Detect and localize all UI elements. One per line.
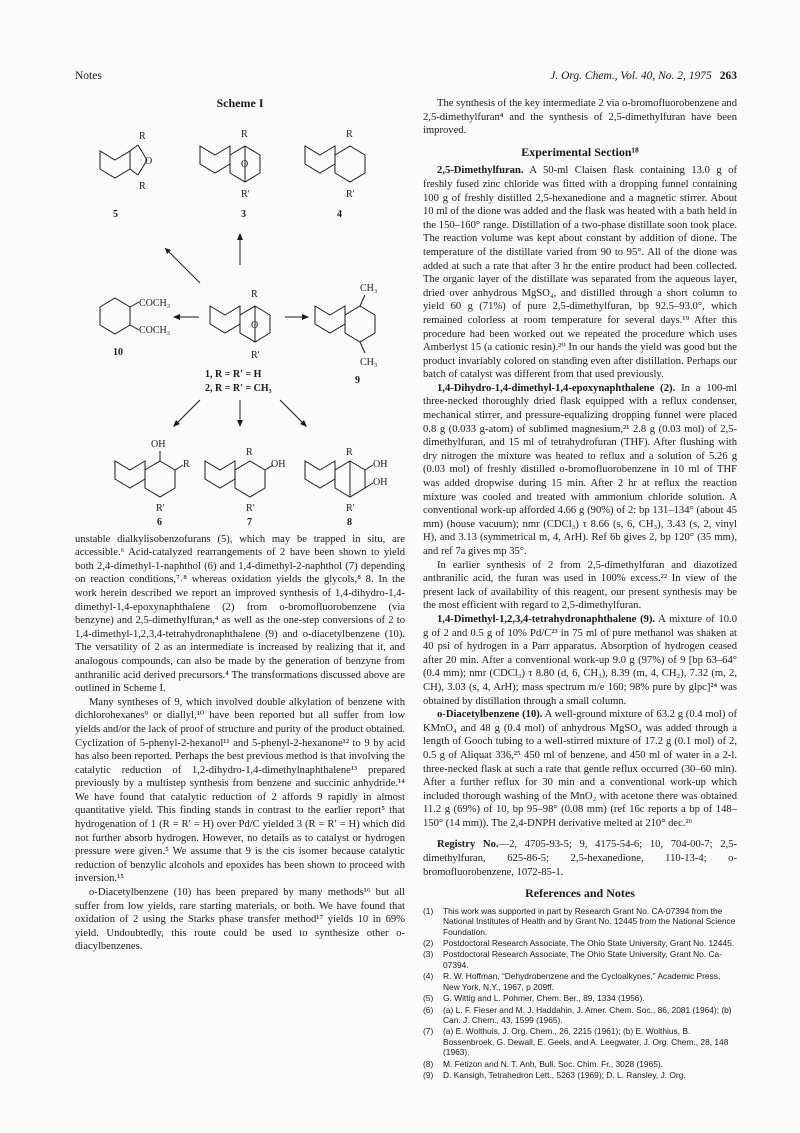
reference-text: D. Kansigh, Tetrahedron Lett., 5263 (1969); D. L. Ransley, J. Org.	[443, 1069, 686, 1080]
procedure-title: 2,5-Dimethylfuran.	[437, 165, 524, 177]
compound-4-structure	[305, 129, 365, 220]
reference-text: Postdoctoral Research Associate, The Ohio State University, Grant No. Ca-07394.	[443, 949, 722, 970]
reference-number: (4)	[423, 971, 434, 982]
running-head	[75, 70, 737, 86]
procedure-text: In earlier synthesis of 2 from 2,5-dimethylfuran and diazotized anthranilic acid, the furan was used in 100% excess.²² In view of the present lack of availability of this reagent, our present synthesis may be the most efficient with regard to 2,5-dimethylfuran.	[423, 559, 737, 612]
label-4: 4	[337, 208, 342, 220]
page-number: 263	[719, 70, 737, 82]
references-list	[423, 906, 737, 1081]
compound-7-structure	[205, 447, 285, 525]
c6-hydroxyl: OH	[151, 438, 166, 450]
procedure-epoxynaphthalene	[423, 382, 737, 559]
c6-sub-r: R	[183, 458, 190, 470]
reference-number: (8)	[423, 1058, 434, 1069]
reference-item	[423, 1026, 737, 1057]
reference-text: This work was supported in part by Research Grant No. CA-07394 from the National Institutes of Health and by Grant No. 12445 from the National Science Foundation.	[443, 905, 736, 937]
reference-number: (2)	[423, 938, 434, 949]
experimental-section-title: Experimental Section¹⁸	[521, 144, 639, 159]
procedure-dimethylfuran	[423, 164, 737, 382]
c8-sub-r: R	[346, 446, 353, 458]
intro-paragraph: The synthesis of the key intermediate 2 via o-bromofluorobenzene and 2,5-dimethylfuran⁴ and the synthesis of 2,5-dimethylfuran have been improved.	[423, 98, 737, 137]
label-10: 10	[113, 346, 123, 358]
reference-text: M. Fetizon and N. T. Anh, Bull. Soc. Chim. Fr., 3028 (1965).	[443, 1058, 664, 1069]
journal-citation	[550, 70, 737, 82]
arrowhead-to-7	[237, 420, 243, 427]
arrowhead-to-9	[302, 314, 309, 320]
procedure-title: o-Diacetylbenzene (10).	[437, 709, 543, 721]
scheme-diagram	[75, 115, 405, 525]
reference-item	[423, 1059, 737, 1069]
reference-item	[423, 938, 737, 948]
reference-text: G. Wittig and L. Pohmer, Chem. Ber., 89, 1334 (1956).	[443, 993, 645, 1004]
scheme-title: Scheme I	[216, 96, 264, 110]
reference-item	[423, 906, 737, 937]
reference-number: (5)	[423, 993, 434, 1004]
procedure-text: A well-ground mixture of 63.2 g (0.4 mol) of KMnO₄ and 48 g (0.4 mol) of anhydrous MgSO₄ was added through a length of Gooch tubing to a well-stirred mixture of 17.2 g (0.1 mol) of 2, 0.5 g of Aliquat 336,²⁵ 450 ml of benzene, and 450 ml of water in a 2-l. three-necked flask at such a rate that gentle reflux occurred (30–60 min). After a further reflux for 30 min and a conventional work-up which included thorough washing of the MnO₂ with acetone there was obtained 11.2 g (69%) of 10, bp 95–98° (0.08 mm) (ref 16c reports a bp of 148–150° (14 mm)). The 2,4-DNPH derivative melted at 210° dec.²⁶	[423, 709, 737, 829]
label-7: 7	[247, 516, 252, 525]
compound-10-structure	[100, 298, 170, 358]
arrowhead-to-3	[237, 233, 243, 240]
reference-item	[423, 993, 737, 1003]
reference-number: (9)	[423, 1069, 434, 1080]
reference-text: Postdoctoral Research Associate, The Ohio State University, Grant No. 12445.	[443, 938, 735, 949]
reference-number: (6)	[423, 1004, 434, 1015]
procedure-title: 1,4-Dimethyl-1,2,3,4-tetrahydronaphthalene (9).	[437, 613, 656, 625]
reference-number: (7)	[423, 1026, 434, 1037]
c8-hydroxyl-2: OH	[373, 476, 388, 488]
reference-text: (a) E. Wolthuis, J. Org. Chem., 26, 2215 (1961); (b) E. Wolthius, B. Bossenbroek, G. Dewall, E. Geels, and A. Leegwater, J. Org. Chem., 28, 148 (1963).	[443, 1026, 729, 1058]
references-title: References and Notes	[525, 886, 635, 901]
body-paragraph-3: o-Diacetylbenzene (10) has been prepared by many methods¹⁶ but all suffer from low yields, rare starting materials, or both. We have found that oxidation of 2 using the Starks phase transfer method¹⁷ yields 10 in 69% yield. Undoubtedly, this route could be used to synthesize other o-diacylbenzenes.	[75, 887, 405, 953]
procedure-title: 1,4-Dihydro-1,4-dimethyl-1,4-epoxynaphthalene (2).	[437, 382, 676, 394]
reference-number: (1)	[423, 905, 434, 916]
reference-item	[423, 971, 737, 992]
compound-8-structure	[305, 447, 387, 525]
left-column	[75, 97, 405, 954]
label-1: 1, R = R′ = H	[205, 368, 262, 380]
body-paragraph-2: Many syntheses of 9, which involved double alkylation of benzene with dichlorohexanes⁹ or diallyl,¹⁰ have been reported but all suffer from low yields and/or the lack of proof of structure and purity of the product obtained. Cyclization of 5-phenyl-2-hexanol¹¹ and 5-phenyl-2-hexanone¹² to 9 by acid has also been reported. Perhaps the best previous method is that involving the catalytic reduction of 1,2-dihydro-1,4-dimethylnaphthalene¹³ prepared previously by a multistep synthesis from benzene and succinic anhydride.¹⁴ We have found that catalytic reduction of 2 affords 9 rapidly in almost quantitative yield. This finding stands in contrast to the earlier report⁵ that hydrogenation of 1 (R = R′ = H) over Pd/C yielded 3 (R = R′ = H) which did not further absorb hydrogen. However, no details as to catalyst or hydrogen pressure were given.⁵ We assume that 9 is the cis isomer because catalytic reduction of benzylic alcohols and epoxides has been shown to proceed with inversion.¹⁵	[75, 696, 405, 885]
c5-sub-r2: R	[139, 180, 146, 192]
registry-text: —2, 4705-93-5; 9, 4175-54-6; 10, 704-00-7; 2,5-dimethylfuran, 625-86-5; 2,5-hexanedione, 110-13-4; o-bromofluorobenzene, 1072-85-1.	[423, 839, 737, 878]
reference-item	[423, 1005, 737, 1026]
label-5: 5	[113, 208, 118, 220]
c5-oxygen: O	[145, 155, 153, 167]
c12-oxygen: O	[251, 319, 259, 331]
arrow-to-6	[175, 400, 200, 425]
arrow-to-8	[280, 400, 305, 425]
compound-1-2-structure	[205, 289, 272, 394]
label-6: 6	[157, 516, 162, 525]
label-2: 2, R = R′ = CH₃	[205, 382, 272, 394]
c5-sub-r: R	[139, 130, 146, 142]
c3-sub-r: R	[241, 128, 248, 140]
c12-sub-r: R	[251, 288, 258, 300]
reference-number: (3)	[423, 949, 434, 960]
c9-methyl-2: CH₃	[360, 356, 378, 368]
procedure-text: A mixture of 10.0 g of 2 and 0.5 g of 10% Pd/C²³ in 75 ml of pure methanol was shaken at 40 psi of hydrogen in a Parr apparatus. Absorption of hydrogen ceased after 20 min. After a conventional work-up 9.0 g (97%) of 9 [bp 63–64° (0.4 mm); nmr (CDCl₃) τ 8.80 (d, 6, CH₃), 8.39 (m, 4, CH₂), 7.32 (m, 2, CH), 3.03 (s, 4, ArH); mass spectrum m/e 160; 98% pure by glpc]²⁴ was obtained by distillation through a small column.	[423, 613, 737, 707]
c10-acetyl-2: COCH₃	[139, 324, 171, 336]
section-name: Notes	[75, 70, 102, 82]
c8-hydroxyl-1: OH	[373, 458, 388, 470]
registry-label: Registry No.	[437, 839, 499, 851]
c9-methyl-1: CH₃	[360, 282, 378, 294]
compound-6-structure	[115, 439, 190, 525]
procedure-tetrahydronaphthalene	[423, 613, 737, 708]
label-3: 3	[241, 208, 246, 220]
compound-9-structure	[315, 283, 377, 386]
label-9: 9	[355, 374, 360, 386]
c10-acetyl-1: COCH₃	[139, 297, 171, 309]
c3-sub-rp: R′	[241, 188, 250, 200]
procedure-text: A 50-ml Claisen flask containing 13.0 g of freshly fused zinc chloride was fitted with a dropping funnel containing 100 g of freshly distilled 2,5-hexanedione and a magnetic stirrer. About 10 ml of the dione was added and the flask was heated with a bath held in the 150–160° range. Distillation of a two-phase distillate soon took place. The reaction volume was kept about constant by addition of dione. The temperature of the distillate varied from 90 to 95°. All of the dione was added at such a rate that after 3 hr the entire product had been collected. The organic layer of the distillate was separated from the aqueous layer, dried over anhydrous MgSO₄, and distilled through a short column to yield 60 g (71%) of pure 2,5-dimethylfuran, bp 92.5–93.0°, which remained colorless at room temperature for several days.¹⁹ After this procedure had been worked out we repeated the procedure which uses Amberlyst 15 (a cationic resin).²⁰ In our hands the yield was good but the product invariably colored on standing even after distillation. Perhaps our batch of catalyst was different from that used previously.	[423, 165, 737, 381]
c12-sub-rp: R′	[251, 349, 260, 361]
c7-sub-r: R	[246, 446, 253, 458]
journal-name: J. Org. Chem., Vol. 40, No. 2, 1975	[550, 70, 712, 82]
c7-hydroxyl: OH	[271, 458, 286, 470]
c7-sub-rp: R′	[246, 502, 255, 514]
label-8: 8	[347, 516, 352, 525]
compound-5-structure	[100, 131, 152, 220]
c3-oxygen: O	[241, 158, 249, 170]
reference-text: R. W. Hoffman, “Dehydrobenzene and the Cycloalkynes,” Academic Press, New York, N.Y., 1967, p 209ff.	[443, 971, 721, 992]
reference-item	[423, 949, 737, 970]
arrow-to-5	[165, 248, 200, 283]
c6-sub-rp: R′	[156, 502, 165, 514]
procedure-note	[423, 559, 737, 613]
right-column	[423, 97, 737, 1081]
body-paragraph-1: unstable dialkylisobenzofurans (5), which may be trapped in situ, are accessible.⁶ Acid-catalyzed rearrangements of 2 have been shown to yield both 2,4-dimethyl-1-naphthol (6) and 1,4-dimethyl-2-naphthol (7) depending on reaction conditions,⁷˒⁸ whereas oxidation yields the glycols,⁸ 8. In the work herein described we report an improved synthesis of 1,4-dihydro-1,4-dimethyl-1,4-epoxynaphthalene (2) from o-bromofluorobenzene (via benzyne) and 2,5-dimethylfuran,⁴ as well as the one-step conversions of 2 to 1,4-dimethyl-1,2,3,4-tetrahydronaphthalene (9) and o-diacetylbenzene (10). The versatility of 2 as an intermediate is increased by realizing that it, and analogous compounds, can also be made by the generation of benzyne from anthranilic acid derived precursors.⁴ The transformations discussed above are outlined in Scheme I.	[75, 533, 405, 695]
arrowhead-to-10	[173, 314, 180, 320]
compound-3-structure	[200, 129, 260, 220]
reference-text: (a) L. F. Fieser and M. J. Haddahin, J. Amer. Chem. Soc., 86, 2081 (1964); (b) Can. J. Chem., 43, 1599 (1965).	[443, 1004, 732, 1025]
procedure-diacetylbenzene	[423, 708, 737, 830]
c4-sub-r: R	[346, 128, 353, 140]
c4-sub-rp: R′	[346, 188, 355, 200]
reference-item	[423, 1070, 737, 1080]
procedure-text: In a 100-ml three-necked thoroughly dried flask equipped with a reflux condenser, mechanical stirrer, and pressure-equalizing dropping funnel were placed 0.8 g (0.033 g-atom) of sublimed magnesium,²¹ 2.8 g (0.03 mol) of 2,5-dimethylfuran, and 15 ml of tetrahydrofuran (THF). After flushing with dry nitrogen the mixture was heated to reflux and a solution of 5.26 g (0.03 mol) of freshly distilled o-bromofluorobenzene in 10 ml of THF was added dropwise during 15 min. After 2 hr at reflux the reaction mixture was cooled and treated with ammonium chloride solution. A conventional work-up afforded 4.66 g (90%) of 2: bp 131–134° (about 45 mm) (house vacuum); nmr (CDCl₃) τ 8.66 (s, 6, CH₃), 3.43 (s, 2, vinyl H), and 3.13 (symmetrical m, 4, ArH). Ref 6b gives 2, bp 120° (35 mm), and ref 7a gives mp 35°.	[423, 382, 737, 557]
c8-sub-rp: R′	[346, 502, 355, 514]
registry-numbers	[423, 838, 737, 879]
